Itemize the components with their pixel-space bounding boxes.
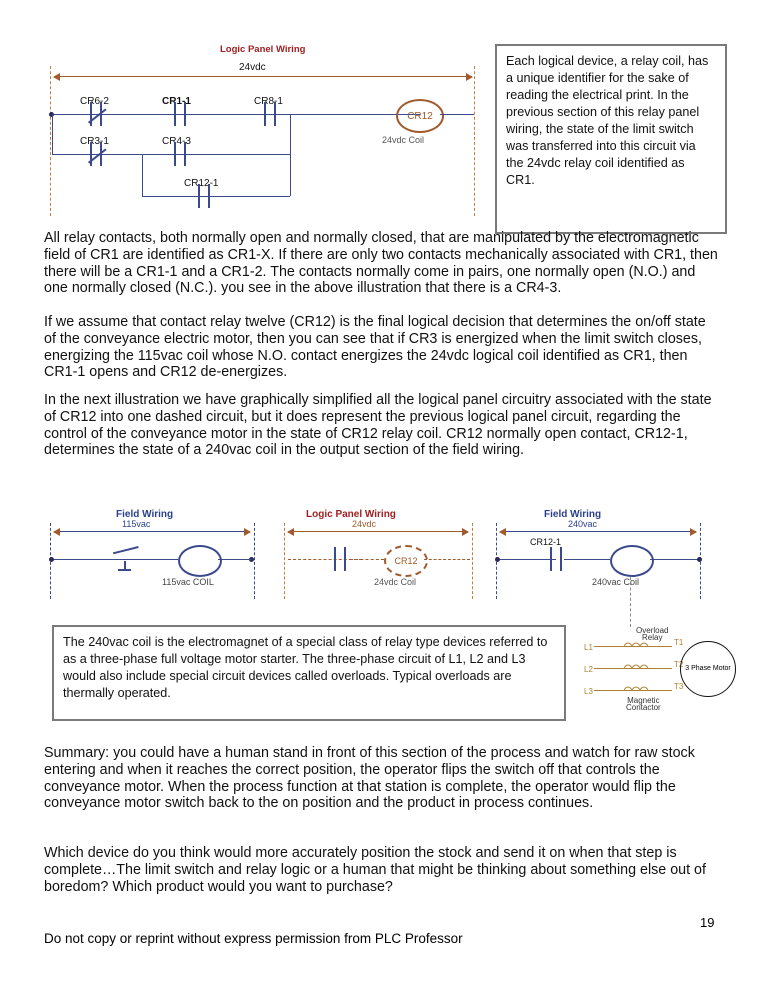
contact-cr3-1 xyxy=(88,142,104,166)
limit-switch-base xyxy=(118,569,131,571)
fig2-s2-voltage: 24vdc xyxy=(352,519,377,529)
contact-label-cr12-1: CR12-1 xyxy=(184,178,219,189)
branch-left-drop xyxy=(52,114,53,154)
fig2-rail-1b xyxy=(254,523,255,599)
fig2-s3-arrow xyxy=(500,531,696,532)
rung3-right-riser xyxy=(290,154,291,196)
motor-output-t3: T3 xyxy=(674,682,684,691)
coil-cr12: CR12 xyxy=(396,99,444,133)
fig2-coil-240vac xyxy=(610,545,654,577)
fig2-s3-wire-right xyxy=(650,559,698,560)
branch-right-riser xyxy=(290,114,291,154)
overload-relay-label: Overload Relay xyxy=(636,626,669,642)
motor-output-t1: T1 xyxy=(674,638,684,647)
callout-relay-identifier: Each logical device, a relay coil, has a unique identifier for the sake of reading the electrical print. In the previous section of this relay panel wiring, the state of the limit switch was transferred into this circuit via the 24vdc relay coil identified as CR1. xyxy=(495,44,727,234)
contact-label-cr8-1: CR8-1 xyxy=(254,96,283,107)
fig2-s3-wire-mid xyxy=(564,559,610,560)
figure1-title: Logic Panel Wiring xyxy=(220,44,306,55)
contact-cr1-1 xyxy=(172,102,188,126)
figure2-section1-title: Field Wiring xyxy=(116,509,174,520)
limit-switch-blade xyxy=(113,546,141,564)
fig2-rail-2b xyxy=(472,523,473,599)
motor-feed-dashed xyxy=(630,577,631,627)
fig2-s3-coil-label: 240vac Coil xyxy=(592,577,640,587)
fig2-s2-contact xyxy=(332,547,348,571)
magnetic-contactor-label: Magnetic Contactor xyxy=(626,696,661,712)
coil-right-lead xyxy=(440,114,474,115)
fig2-s3-voltage: 240vac xyxy=(568,519,598,529)
motor-input-l2: L2 xyxy=(584,665,593,674)
coil-cr12-label: 24vdc Coil xyxy=(382,135,425,145)
contact-label-cr1-1: CR1-1 xyxy=(162,96,191,107)
three-phase-motor: 3 Phase Motor xyxy=(680,641,736,697)
contact-cr6-2 xyxy=(88,102,104,126)
fig2-s1-arrow xyxy=(54,531,250,532)
right-power-rail xyxy=(474,66,475,216)
callout-motor-starter: The 240vac coil is the electromagnet of a special class of relay type devices referred to as a three-phase full voltage motor starter. The three-phase circuit of L1, L2 and L3 would also include special circuit devices called overloads. Typical overloads are thermally operated. xyxy=(52,625,566,721)
overload-coil-symbols xyxy=(624,639,654,701)
fig2-s2-coil-label: 24vdc Coil xyxy=(374,577,417,587)
paragraph-1: All relay contacts, both normally open and normally closed, that are manipulated by the electromagnetic field of CR1 are identified as CR1-X. If there are only two contacts mechanically associated with CR1, then there will be a CR1-1 and a CR1-2. The contacts normally come in pairs, one normally open (N.O.) and one normally closed (N.C.). you see in the above illustration that there is a CR4-3. xyxy=(44,230,718,297)
contact-label-cr6-2: CR6-2 xyxy=(80,96,109,107)
motor-input-l3: L3 xyxy=(584,687,593,696)
contact-label-cr4-3: CR4-3 xyxy=(162,136,191,147)
figure2-section3-title: Field Wiring xyxy=(544,509,602,520)
fig2-s3-node-left xyxy=(495,557,500,562)
rung3-wire xyxy=(142,196,290,197)
figure1-bus-label: 24vdc xyxy=(239,62,266,73)
motor-input-l1: L1 xyxy=(584,643,593,652)
bus-voltage-arrow xyxy=(54,76,472,77)
rung1-wire xyxy=(52,114,418,115)
fig2-s1-node-left xyxy=(49,557,54,562)
fig2-s3-node-right xyxy=(697,557,702,562)
fig2-s2-arrow xyxy=(288,531,468,532)
page-number: 19 xyxy=(700,915,715,930)
fig2-s2-wire-right xyxy=(424,559,470,560)
contact-cr4-3 xyxy=(172,142,188,166)
paragraph-2: If we assume that contact relay twelve (CR12) is the final logical decision that determines the on/off state of the conveyance electric motor, then you can see that if CR3 is energized when the limit switch closes, energizing the 115vac coil whose N.O. contact energizes the 24vdc logical coil identified as CR1, then CR1-1 opens and CR12 de-energizes. xyxy=(44,314,706,381)
paragraph-summary: Summary: you could have a human stand in front of this section of the process and watch for raw stock entering and when it reaches the correct position, the operator flips the switch off that controls the conveyance motor. When the process function at that station is complete, the operator would flip the conveyance motor switch back to the on position and the product in process continues. xyxy=(44,745,695,812)
fig2-rail-2a xyxy=(284,523,285,599)
fig2-coil-cr12: CR12 xyxy=(384,545,428,577)
fig2-s3-contact-label: CR12-1 xyxy=(530,537,562,547)
fig2-s1-coil-right xyxy=(218,559,252,560)
paragraph-question: Which device do you think would more accurately position the stock and send it on when that step is complete…The limit switch and relay logic or a human that might be thinking about something else out of boredom? Which product would you want to purchase? xyxy=(44,845,706,895)
contact-cr12-1 xyxy=(196,184,212,208)
motor-output-t2: T2 xyxy=(674,660,684,669)
fig2-s1-coil-label: 115vac COIL xyxy=(162,577,214,587)
contact-cr8-1 xyxy=(262,102,278,126)
motor-starter-block xyxy=(584,626,734,712)
fig2-s3-contact-cr12-1 xyxy=(548,547,564,571)
paragraph-3: In the next illustration we have graphically simplified all the logical panel circuitry associated with the state of CR12 into one dashed circuit, but it does represent the previous logical panel circuit, regarding the control of the conveyance motor in the state of CR12 relay coil. CR12 normally open contact, CR12-1, determines the state of a 240vac coil in the output section of the field wiring. xyxy=(44,392,712,459)
contact-label-cr3-1: CR3-1 xyxy=(80,136,109,147)
fig2-s2-wire-mid xyxy=(350,559,384,560)
fig2-s1-voltage: 115vac xyxy=(122,519,151,529)
copyright-footer: Do not copy or reprint without express permission from PLC Professor xyxy=(44,931,463,946)
fig2-coil-115vac xyxy=(178,545,222,577)
figure2-section2-title: Logic Panel Wiring xyxy=(306,509,396,520)
left-power-rail xyxy=(50,66,51,216)
rung3-left-drop xyxy=(142,154,143,196)
